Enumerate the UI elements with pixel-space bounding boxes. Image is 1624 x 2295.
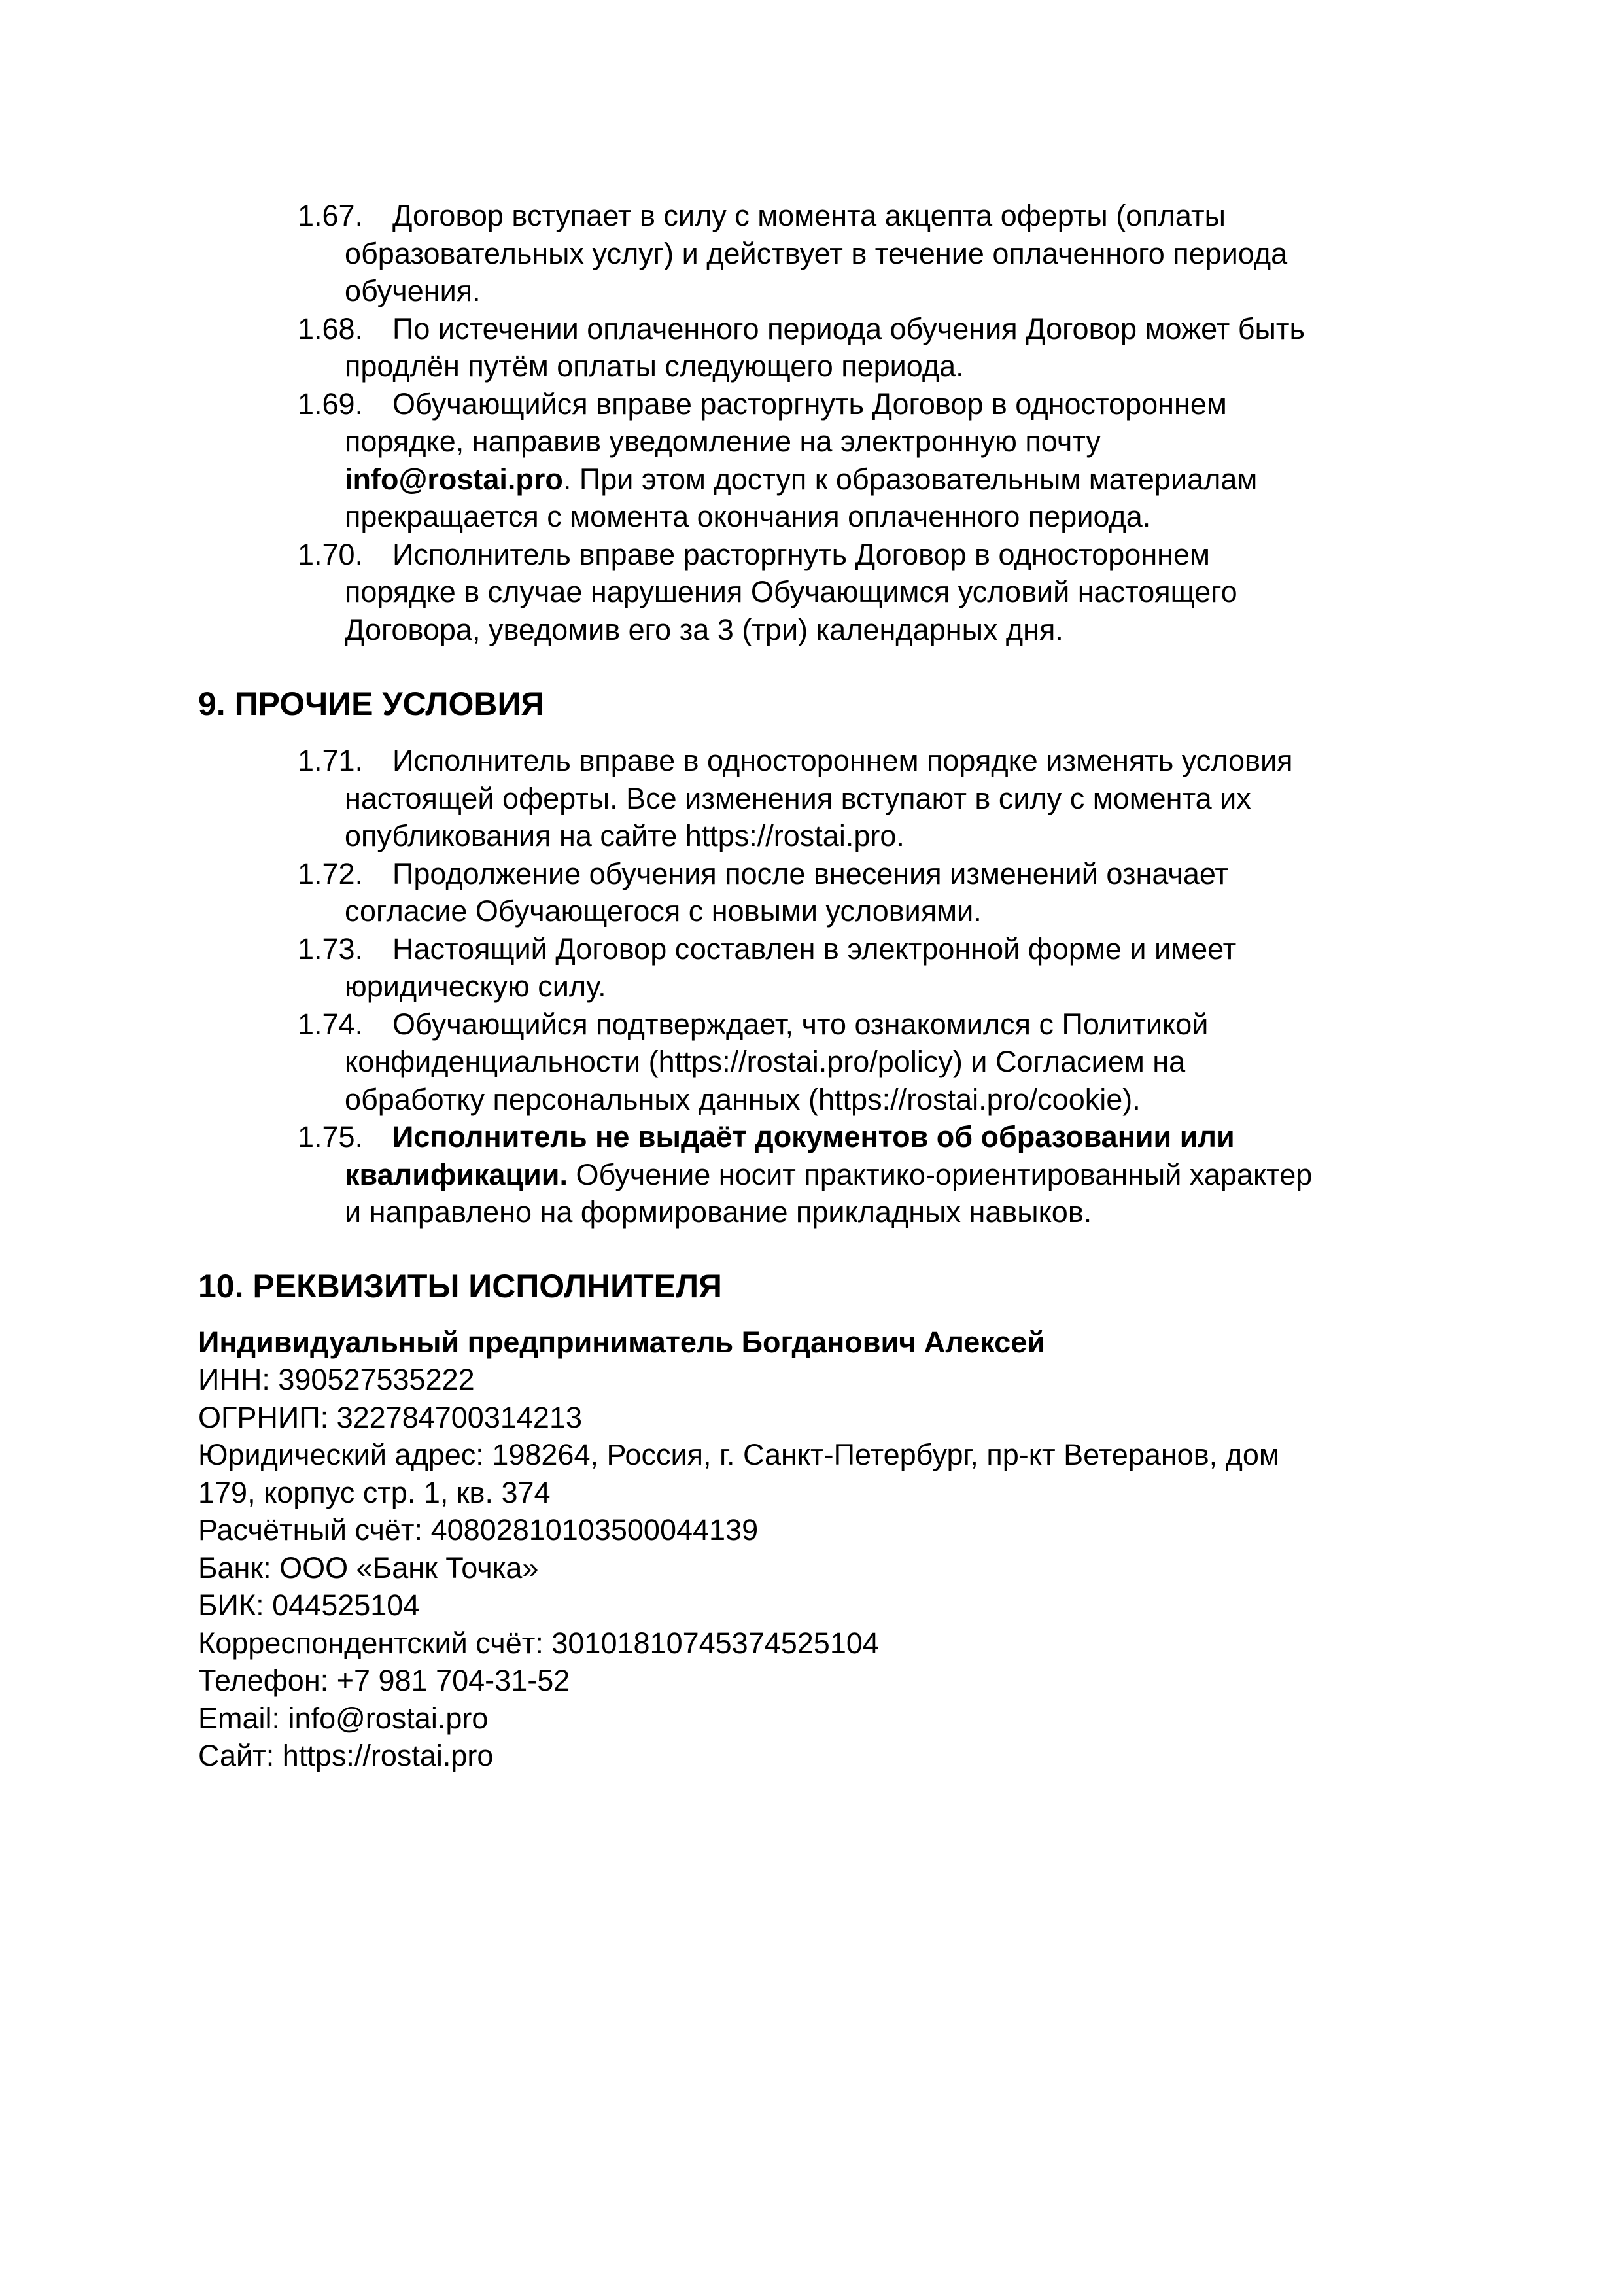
clause-number: 1.68. xyxy=(298,311,364,345)
ogrnip-value: 322784700314213 xyxy=(336,1400,582,1434)
clause-text: порядке в случае нарушения Обучающимся условий настоящего xyxy=(345,575,1237,608)
account-label: Расчётный счёт: xyxy=(198,1513,423,1547)
clause-text: настоящей оферты. Все изменения вступают в силу с момента их xyxy=(345,781,1251,815)
clause-text: Продолжение обучения после внесения изменений означает xyxy=(392,856,1228,890)
section-9-items xyxy=(198,742,1428,1231)
clause-text: Договор вступает в силу с момента акцепта оферты (оплаты xyxy=(392,199,1226,232)
bank-value: ООО «Банк Точка» xyxy=(279,1550,539,1585)
clause-1-70 xyxy=(198,536,1428,649)
ogrnip-label: ОГРНИП: xyxy=(198,1400,329,1434)
clause-number: 1.69. xyxy=(298,387,364,421)
clause-text: Настоящий Договор составлен в электронной форме и имеет xyxy=(392,932,1237,966)
clause-number: 1.70. xyxy=(298,537,364,571)
clause-text: Обучение носит практико-ориентированный характер xyxy=(567,1157,1313,1191)
phone-value[interactable]: +7 981 704-31-52 xyxy=(336,1664,570,1697)
address-label: Юридический адрес: xyxy=(198,1438,484,1471)
clause-text-mixed xyxy=(345,1156,1312,1194)
clause-text: По истечении оплаченного периода обучения Договор может быть xyxy=(392,311,1305,345)
clause-text: согласие Обучающегося с новыми условиями. xyxy=(345,894,982,928)
address-row xyxy=(198,1436,1428,1474)
email-link[interactable]: info@rostai.pro xyxy=(288,1701,489,1735)
site-link[interactable]: https://rostai.pro xyxy=(282,1739,494,1772)
inn-row xyxy=(198,1361,1428,1399)
clause-text: и направлено на формирование прикладных навыков. xyxy=(345,1195,1092,1229)
email-link[interactable]: info@rostai.pro xyxy=(345,462,563,496)
clause-text-bold: Исполнитель не выдаёт документов об образовании или xyxy=(392,1120,1235,1153)
site-label: Сайт: xyxy=(198,1739,275,1772)
clause-number: 1.72. xyxy=(298,856,364,890)
phone-row xyxy=(198,1662,1428,1700)
clause-text: опубликования на сайте https://rostai.pro. xyxy=(345,819,905,852)
address-value: 198264, Россия, г. Санкт-Петербург, пр-кт Ветеранов, дом xyxy=(492,1438,1279,1471)
email-label: Email: xyxy=(198,1701,281,1735)
clause-1-69 xyxy=(198,385,1428,536)
corr-account-row xyxy=(198,1624,1428,1662)
clause-1-71 xyxy=(198,742,1428,855)
clause-text: обучения. xyxy=(345,274,481,307)
section-10-heading: 10. РЕКВИЗИТЫ ИСПОЛНИТЕЛЯ xyxy=(198,1267,722,1305)
clause-text: порядке, направив уведомление на электронную почту xyxy=(345,425,1101,458)
corr-account-label: Корреспондентский счёт: xyxy=(198,1626,544,1660)
clause-1-74 xyxy=(198,1006,1428,1119)
section-8-items xyxy=(198,197,1428,648)
clause-text: продлён путём оплаты следующего периода. xyxy=(345,349,964,383)
clause-1-68 xyxy=(198,310,1428,385)
inn-value: 390527535222 xyxy=(278,1363,475,1396)
clause-text-mixed xyxy=(345,461,1257,499)
bik-row xyxy=(198,1586,1428,1624)
corr-account-value: 30101810745374525104 xyxy=(551,1626,879,1660)
clause-text: обработку персональных данных (https://rostai.pro/cookie). xyxy=(345,1082,1141,1116)
entity-name: Индивидуальный предприниматель Богданович Алексей xyxy=(198,1325,1045,1359)
section-9-heading: 9. ПРОЧИЕ УСЛОВИЯ xyxy=(198,686,545,722)
clause-text: Обучающийся подтверждает, что ознакомился с Политикой xyxy=(392,1007,1209,1041)
inn-label: ИНН: xyxy=(198,1363,270,1396)
account-value: 40802810103500044139 xyxy=(430,1513,759,1547)
clause-number: 1.75. xyxy=(298,1120,364,1153)
account-row xyxy=(198,1511,1428,1549)
document-content xyxy=(198,197,1428,1775)
bank-label: Банк: xyxy=(198,1550,271,1585)
clause-number: 1.73. xyxy=(298,932,364,966)
clause-text: Договора, уведомив его за 3 (три) календарных дня. xyxy=(345,612,1063,646)
address-row-cont xyxy=(198,1474,1428,1512)
email-row xyxy=(198,1700,1428,1738)
bik-label: БИК: xyxy=(198,1588,264,1622)
clause-text: конфиденциальности (https://rostai.pro/policy) и Согласием на xyxy=(345,1045,1186,1078)
bank-row xyxy=(198,1549,1428,1587)
clause-1-67 xyxy=(198,197,1428,310)
address-value-cont: 179, корпус стр. 1, кв. 374 xyxy=(198,1475,551,1509)
clause-number: 1.67. xyxy=(298,199,364,232)
clause-1-73 xyxy=(198,930,1428,1006)
clause-1-75 xyxy=(198,1118,1428,1231)
clause-text: Исполнитель вправе в одностороннем порядке изменять условия xyxy=(392,744,1293,777)
clause-text-bold: квалификации. xyxy=(345,1157,568,1191)
contractor-details xyxy=(198,1323,1428,1775)
clause-text: юридическую силу. xyxy=(345,970,606,1003)
site-row xyxy=(198,1737,1428,1775)
phone-label: Телефон: xyxy=(198,1664,329,1697)
clause-number: 1.71. xyxy=(298,744,364,777)
clause-text: Обучающийся вправе расторгнуть Договор в одностороннем xyxy=(392,387,1227,421)
clause-text: Исполнитель вправе расторгнуть Договор в одностороннем xyxy=(392,537,1210,571)
clause-text: . При этом доступ к образовательным материалам xyxy=(562,462,1258,496)
clause-number: 1.74. xyxy=(298,1007,364,1041)
clause-1-72 xyxy=(198,855,1428,930)
clause-text: образовательных услуг) и действует в течение оплаченного периода xyxy=(345,236,1288,270)
clause-text: прекращается с момента окончания оплаченного периода. xyxy=(345,500,1151,533)
bik-value: 044525104 xyxy=(272,1588,420,1622)
ogrnip-row xyxy=(198,1399,1428,1437)
